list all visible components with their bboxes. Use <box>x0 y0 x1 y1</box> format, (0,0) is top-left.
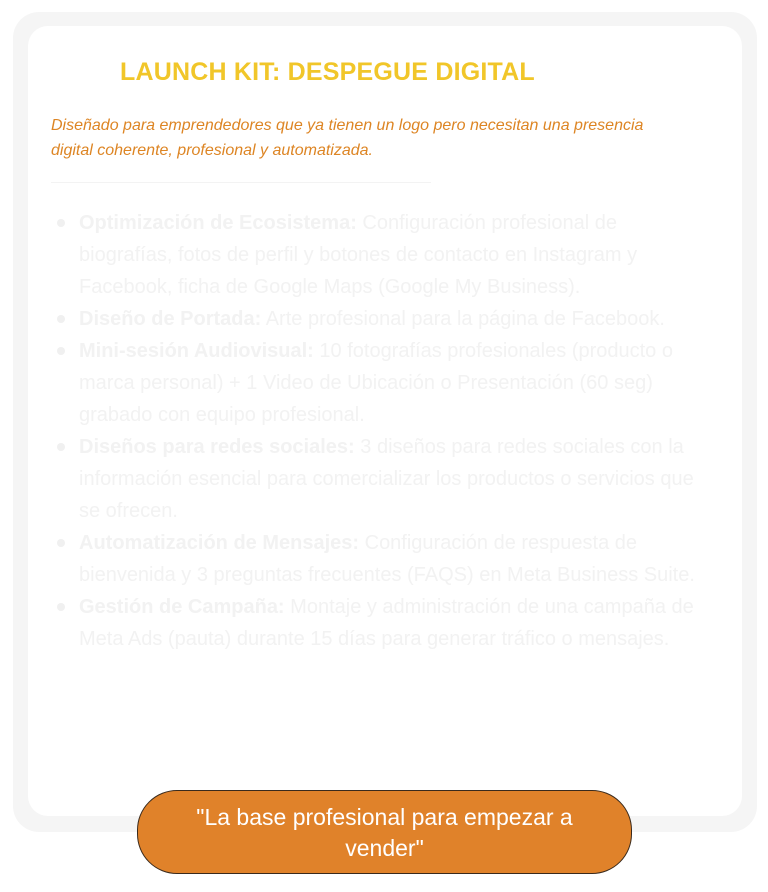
feature-item-automation <box>51 527 713 591</box>
package-title: LAUNCH KIT: DESPEGUE DIGITAL <box>120 58 535 86</box>
feature-list <box>51 207 713 655</box>
bullet-icon <box>57 219 65 227</box>
bullet-icon <box>57 443 65 451</box>
feature-name: Diseño de Portada: <box>79 308 262 330</box>
feature-text: Configuración profesional de biografías, fotos de perfil y botones de contacto en Instagram y Facebook, ficha de Google Maps (Google My Business). <box>79 212 638 298</box>
bullet-icon <box>57 539 65 547</box>
divider <box>51 182 431 183</box>
feature-item-ecosystem <box>51 207 713 303</box>
bullet-icon <box>57 315 65 323</box>
package-subtitle: Diseñado para emprendedores que ya tienen un logo pero necesitan una presencia digital coherente, profesional y automatizada. <box>51 117 644 159</box>
feature-text: Configuración de respuesta de bienvenida y 3 preguntas frecuentes (FAQS) en Meta Business Suite. <box>79 532 695 586</box>
feature-text: Montaje y administración de una campaña de Meta Ads (pauta) durante 15 días para generar tráfico o mensajes. <box>79 596 694 650</box>
feature-name: Optimización de Ecosistema: <box>79 212 357 234</box>
feature-name: Mini-sesión Audiovisual: <box>79 340 314 362</box>
feature-item-campaign <box>51 591 713 655</box>
feature-name: Automatización de Mensajes: <box>79 532 360 554</box>
feature-name: Diseños para redes sociales: <box>79 436 355 458</box>
feature-name: Gestión de Campaña: <box>79 596 285 618</box>
feature-text: 3 diseños para redes sociales con la información esencial para comercializar los productos o servicios que se ofrecen. <box>79 436 694 522</box>
feature-item-cover <box>51 303 713 335</box>
cta-button[interactable]: "La base profesional para empezar a vender" <box>137 790 632 874</box>
feature-item-audiovisual <box>51 335 713 431</box>
feature-item-social-designs <box>51 431 713 527</box>
feature-text: 10 fotografías profesionales (producto o marca personal) + 1 Video de Ubicación o Presentación (60 seg) grabado con equipo profesional. <box>79 340 673 426</box>
bullet-icon <box>57 603 65 611</box>
bullet-icon <box>57 347 65 355</box>
feature-text: Arte profesional para la página de Facebook. <box>261 308 665 330</box>
